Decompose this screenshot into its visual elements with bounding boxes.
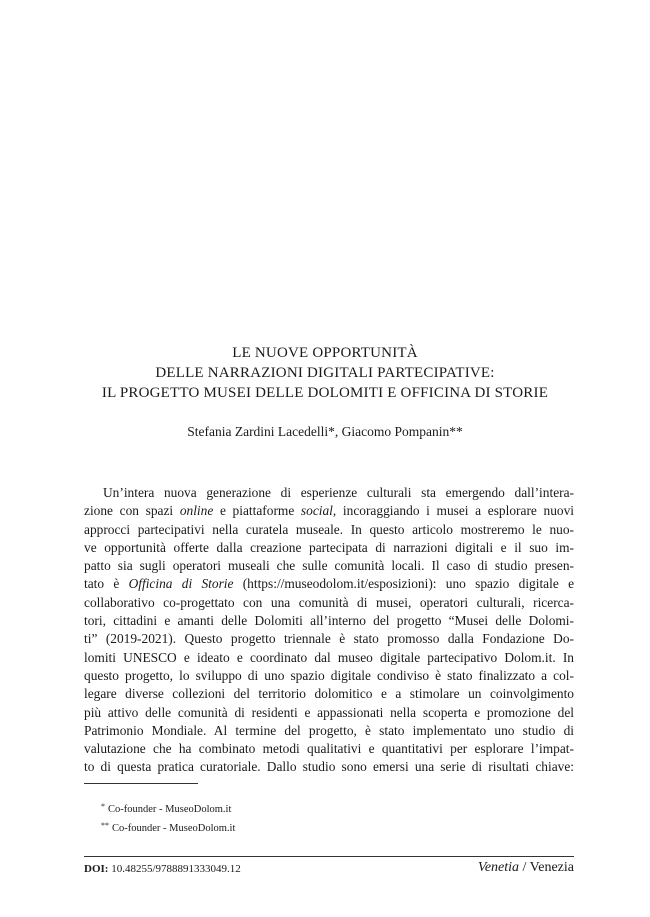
footnote-divider [84,783,198,784]
italic-term: social [300,503,333,519]
abstract-line: zione con spazi online e piattaforme social, incoraggiando i musei a esplorare nuovi [84,503,575,519]
abstract-line: legare diverse collezioni del territorio dolomitico e a stimolare un coinvolgimento [84,686,574,702]
publisher-italic: Venetia [477,860,520,875]
article-title [70,343,580,403]
title-line-2: DELLE NARRAZIONI DIGITALI PARTECIPATIVE: [155,365,495,381]
abstract-line: tato è Officina di Storie (https://museodolom.it/esposizioni): uno spazio digitale e [84,576,575,592]
doi [84,862,241,876]
footnote-text: Co-founder - MuseoDolom.it [112,823,236,834]
abstract-line: to di questa pratica curatoriale. Dallo studio sono emersi una serie di risultati chiave: [84,759,574,775]
abstract-line: più attivo delle comunità di residenti e appassionati nella scoperta e promozione del [84,704,574,720]
doi-value: 10.48255/9788891333049.12 [111,863,241,875]
footer-divider [84,856,574,857]
title-line-1: LE NUOVE OPPORTUNITÀ [232,345,418,361]
abstract-line: patto sia sugli operatori museali che sulle comunità locali. Il caso di studio presen- [84,558,574,574]
abstract-line: tori, cittadini e amanti delle Dolomiti all’interno del progetto “Musei delle Dolomi- [84,613,574,629]
title-line-3: IL PROGETTO MUSEI DELLE DOLOMITI E OFFICINA DI STORIE [101,385,549,401]
footnote-1 [101,799,235,818]
abstract-line: ve opportunità offerte dalla creazione partecipata di narrazioni digitali e il suo im- [84,539,574,555]
italic-term: online [179,503,214,519]
abstract-line: ti” (2019-2021). Questo progetto triennale è stato promosso dalla Fondazione Do- [84,631,574,647]
footnote-mark: ** [101,821,109,830]
abstract-line: lomiti UNESCO e ideato e coordinato dal museo digitale partecipativo Dolom.it. In [84,649,574,665]
footnotes [101,799,235,837]
author-list: Stefania Zardini Lacedelli*, Giacomo Pompanin** [187,424,463,439]
abstract-line: Patrimonio Mondiale. Al termine del progetto, è stato implementato uno studio di [84,722,574,738]
abstract-line: valutazione che ha combinato metodi qualitativi e quantitativi per esplorare l’impat- [84,741,574,757]
abstract-line: Un’intera nuova generazione di esperienze culturali sta emergendo dall’intera- [103,485,574,500]
publisher-rest: / Venezia [519,860,574,875]
footnote-2 [101,818,235,837]
abstract-paragraph [84,484,574,777]
abstract-line: approcci partecipativi nella curatela museale. In questo articolo mostreremo le nuo- [84,521,574,537]
abstract-line: collaborativo co-progettato con una comunità di musei, operatori culturali, ricerca- [84,594,574,610]
abstract-line: questo progetto, lo sviluppo di uno spazio digitale condiviso è stato finalizzato a col- [84,667,574,683]
footnote-mark: * [101,802,105,811]
publisher [478,860,574,876]
doi-label: DOI: [84,863,109,875]
footnote-text: Co-founder - MuseoDolom.it [108,804,232,815]
italic-term: Officina di Storie [128,576,234,592]
